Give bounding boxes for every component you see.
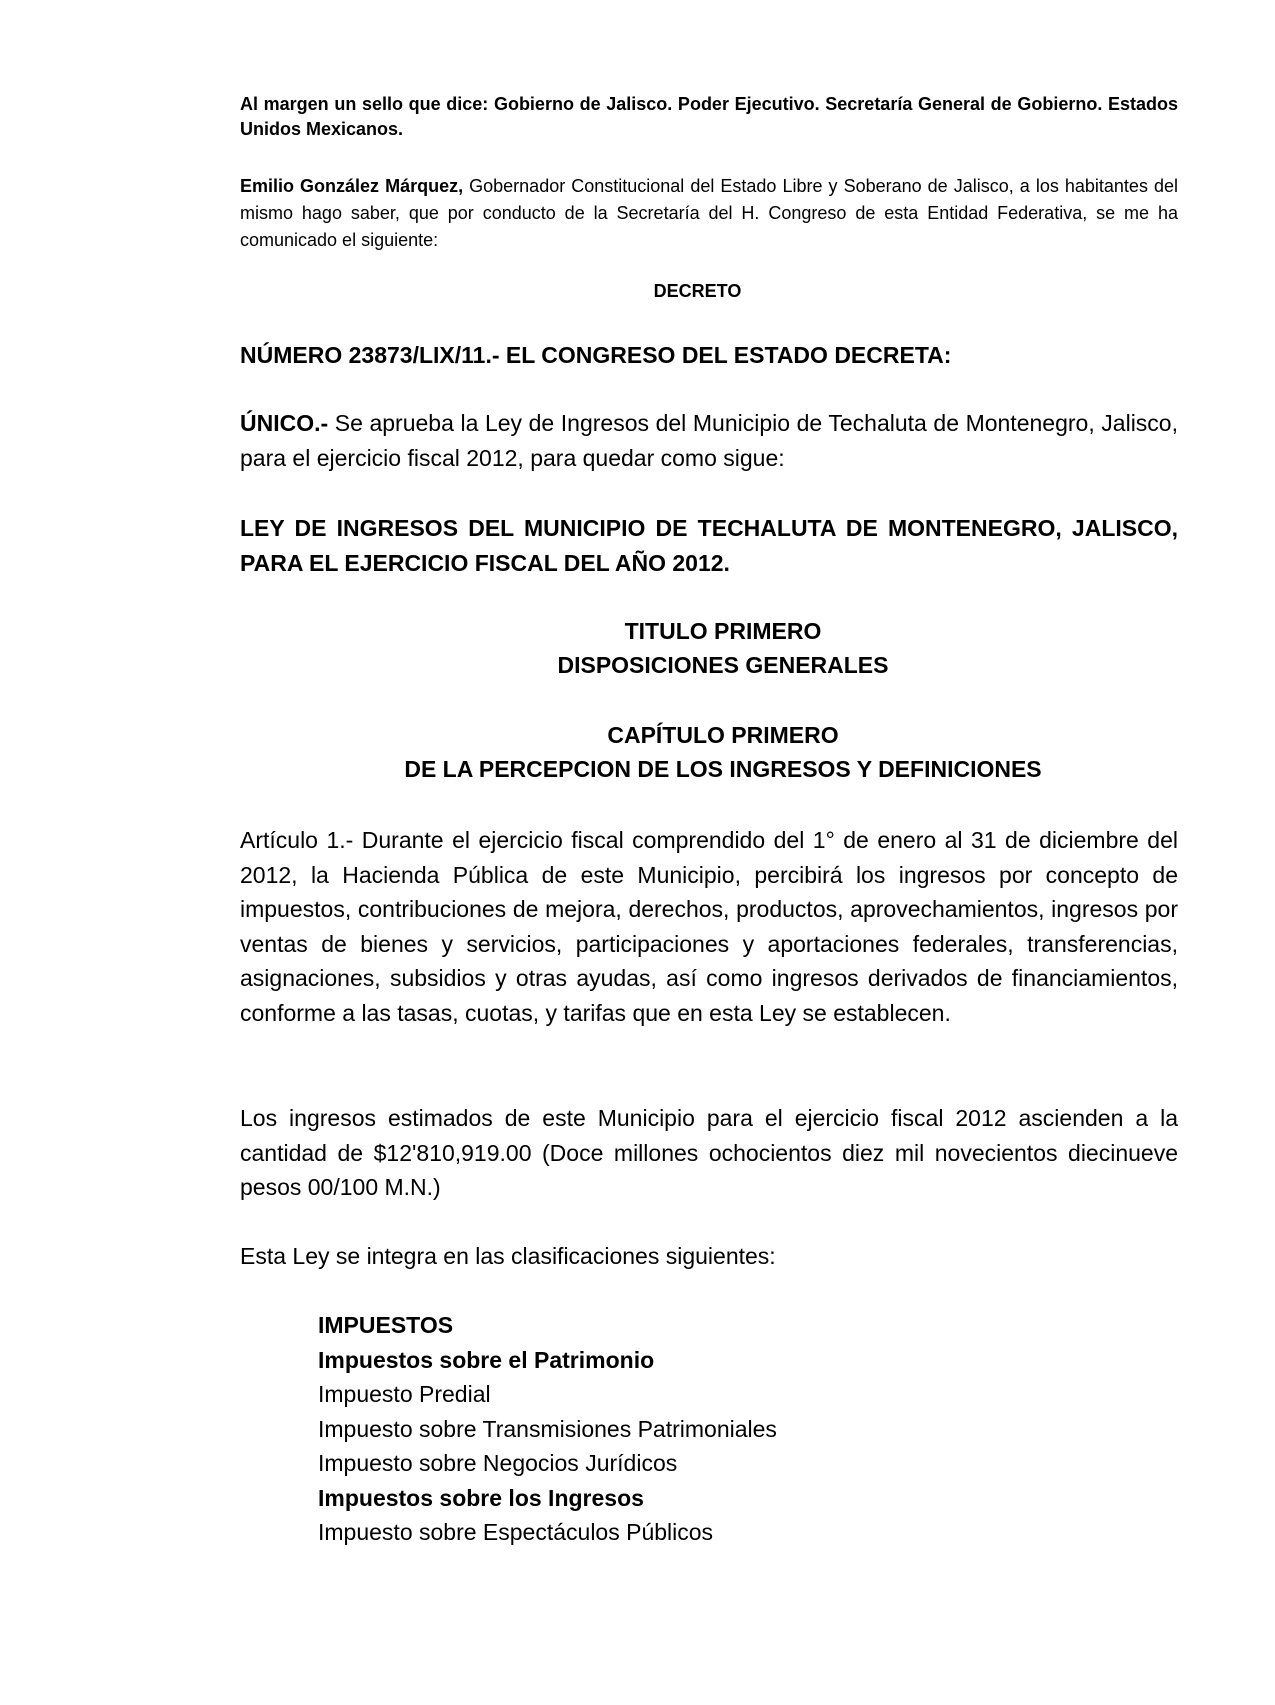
capitulo-line-2: DE LA PERCEPCION DE LOS INGRESOS Y DEFINICIONES: [404, 756, 1042, 782]
capitulo-heading: [240, 718, 1178, 786]
intro-text: Gobernador Constitucional del Estado Libre y Soberano de Jalisco, a los habitantes del mismo hago saber, que por conducto de la Secretaría del H. Congreso de esta Entidad Federativa, se me ha comunicado el siguiente:: [240, 176, 1178, 250]
classification-heading: Impuestos sobre el Patrimonio: [318, 1346, 655, 1373]
decree-number-heading: NÚMERO 23873/LIX/11.- EL CONGRESO DEL ESTADO DECRETA:: [240, 342, 952, 368]
titulo-line-1: TITULO PRIMERO: [624, 618, 822, 644]
articulo-1-paragraph: Artículo 1.- Durante el ejercicio fiscal comprendido del 1° de enero al 31 de diciembre del 2012, la Hacienda Pública de este Municipio, percibirá los ingresos por concepto de impuestos, contribuciones de mejora, derechos, productos, aprovechamientos, ingresos por ventas de bienes y servicios, participaciones y aportaciones federales, transferencias, asignaciones, subsidios y otras ayudas, así como ingresos derivados de financiamientos, conforme a las tasas, cuotas, y tarifas que en esta Ley se establecen.: [240, 827, 1178, 1026]
unico-text: Se aprueba la Ley de Ingresos del Municipio de Techaluta de Montenegro, Jalisco, para el ejercicio fiscal 2012, para quedar como sigue:: [240, 410, 1178, 471]
titulo-heading: [240, 614, 1178, 682]
governor-name: Emilio González Márquez,: [240, 176, 464, 196]
classification-intro: Esta Ley se integra en las clasificaciones siguientes:: [240, 1243, 776, 1269]
classification-list: [318, 1308, 1178, 1550]
capitulo-line-1: CAPÍTULO PRIMERO: [607, 722, 839, 748]
classification-item: Impuesto Predial: [318, 1381, 491, 1407]
classification-item: Impuesto sobre Negocios Jurídicos: [318, 1450, 678, 1476]
classification-heading: Impuestos sobre los Ingresos: [318, 1484, 644, 1511]
margin-seal-note: Al margen un sello que dice: Gobierno de Jalisco. Poder Ejecutivo. Secretaría General de Gobierno. Estados Unidos Mexicanos.: [240, 94, 1178, 139]
classification-item: Impuesto sobre Transmisiones Patrimoniales: [318, 1415, 777, 1442]
estimated-income-paragraph: Los ingresos estimados de este Municipio para el ejercicio fiscal 2012 ascienden a la cantidad de $12'810,919.00 (Doce millones ochocientos diez mil novecientos diecinueve pesos 00/100 M.N.): [240, 1105, 1178, 1200]
titulo-line-2: DISPOSICIONES GENERALES: [557, 652, 889, 678]
classification-item: Impuesto sobre Espectáculos Públicos: [318, 1519, 714, 1545]
intro-paragraph: [240, 173, 1178, 254]
classification-heading: IMPUESTOS: [318, 1312, 454, 1338]
unico-label: ÚNICO.-: [240, 410, 329, 436]
decreto-heading: DECRETO: [653, 281, 742, 301]
law-title: LEY DE INGRESOS DEL MUNICIPIO DE TECHALUTA DE MONTENEGRO, JALISCO, PARA EL EJERCICIO FISCAL DEL AÑO 2012.: [240, 515, 1178, 576]
unico-paragraph: [240, 406, 1178, 476]
